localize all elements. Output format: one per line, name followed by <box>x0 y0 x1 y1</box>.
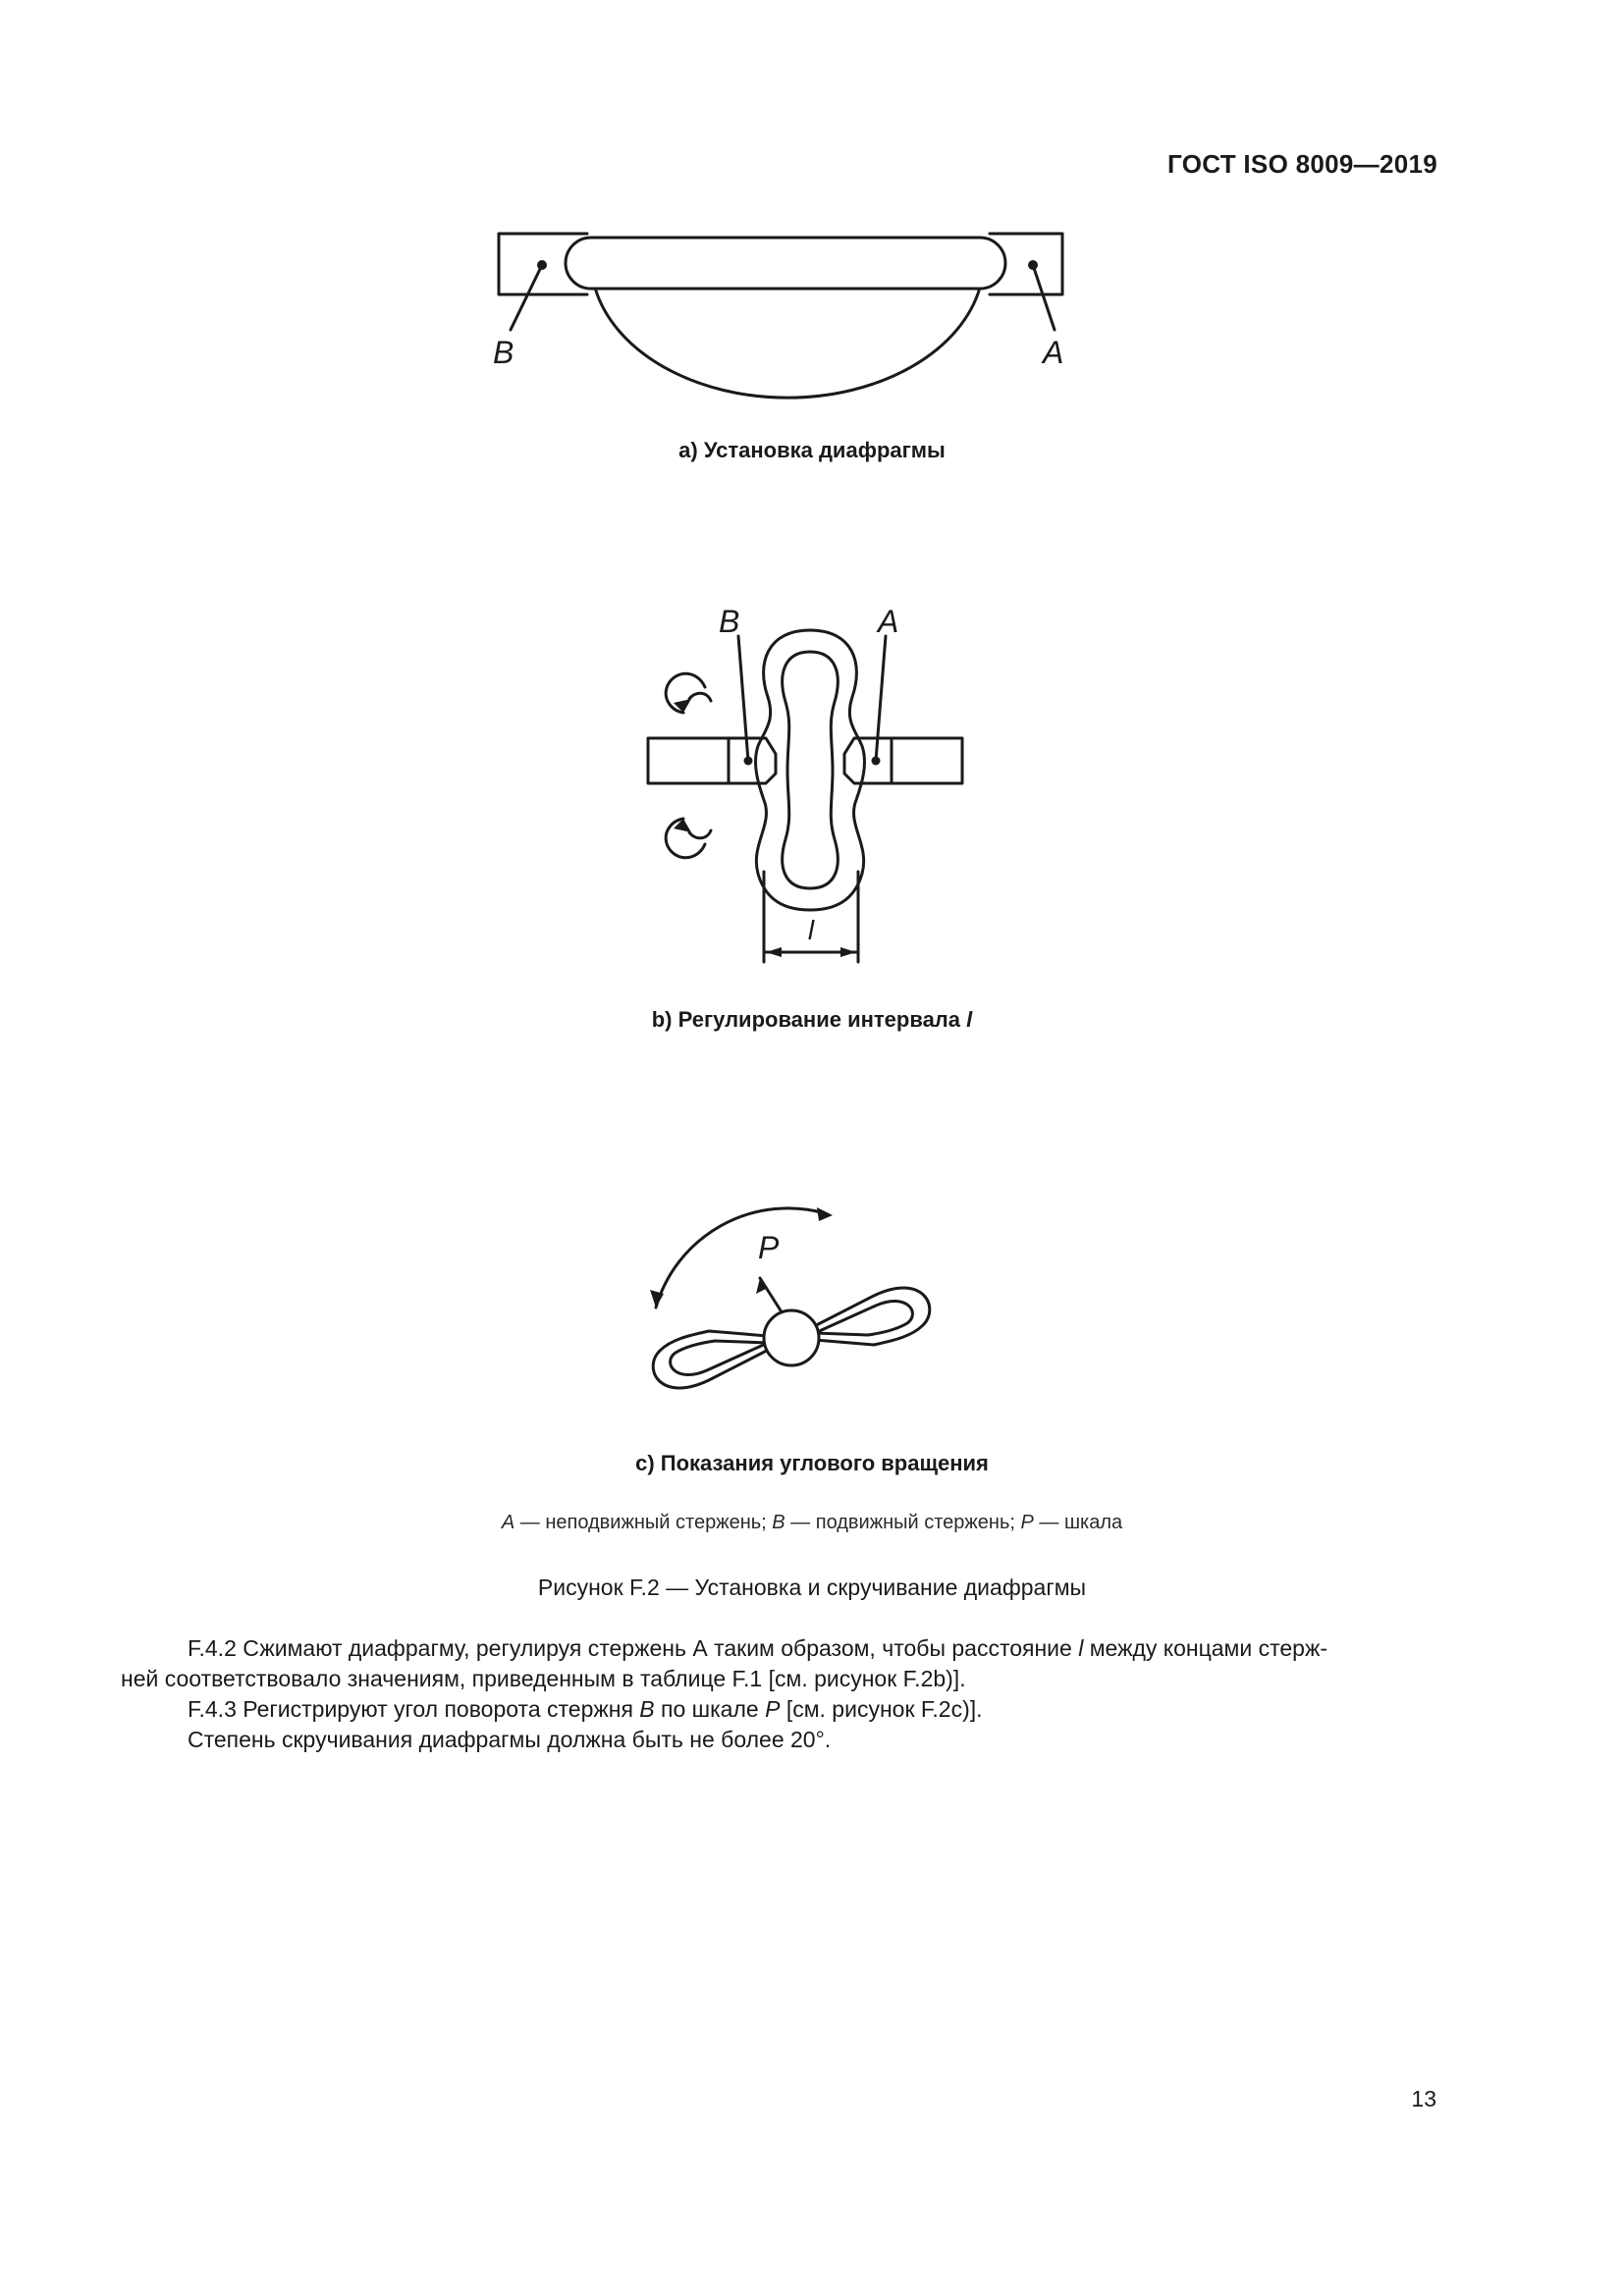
figure-b-interval-adjustment <box>628 609 982 972</box>
paragraph-f42 <box>121 1633 1436 1664</box>
legend-text-b: — подвижный стержень; <box>785 1512 1021 1533</box>
figure-b-caption <box>0 1007 1624 1033</box>
paragraph-text: F.4.3 Регистрируют угол поворота стержня <box>188 1696 640 1722</box>
label-b: B <box>719 609 740 639</box>
paragraph-variable: P <box>765 1696 781 1722</box>
legend-text-a: — неподвижный стержень; <box>514 1512 773 1533</box>
legend-symbol-b: B <box>772 1512 785 1533</box>
dimension-label: l <box>807 915 815 945</box>
legend-symbol-a: A <box>501 1512 515 1533</box>
paragraph-variable: l <box>1078 1635 1084 1661</box>
figure-c-angular-rotation <box>628 1198 952 1443</box>
figure-legend <box>0 1512 1624 1534</box>
paragraph-f43 <box>121 1694 1436 1725</box>
figure-a-diaphragm-mounting <box>481 224 1080 420</box>
paragraph-f42-continuation: ней соответствовало значениям, приведенным в таблице F.1 [см. рисунок F.2b)]. <box>121 1666 966 1691</box>
label-a: A <box>878 609 899 639</box>
paragraph-variable: B <box>639 1696 655 1722</box>
paragraph-twist-limit: Степень скручивания диафрагмы должна быть не более 20°. <box>188 1727 832 1752</box>
caption-text: b) Регулирование интервала <box>651 1007 967 1032</box>
paragraph-text: F.4.2 Сжимают диафрагму, регулируя стержень А таким образом, чтобы расстояние <box>188 1635 1079 1661</box>
caption-variable: l <box>966 1007 973 1032</box>
page-number: 13 <box>1411 2086 1436 2111</box>
legend-text-p: — шкала <box>1033 1512 1123 1533</box>
figure-title: Рисунок F.2 — Установка и скручивание диафрагмы <box>537 1575 1087 1600</box>
label-b: B <box>493 335 514 370</box>
paragraph-text: [см. рисунок F.2c)]. <box>780 1696 983 1722</box>
label-a: A <box>1043 335 1064 370</box>
document-id: ГОСТ ISO 8009—2019 <box>1167 149 1437 179</box>
paragraph-text: по шкале <box>654 1696 766 1722</box>
body-text <box>121 1633 1436 1755</box>
figure-c-caption: с) Показания углового вращения <box>635 1451 989 1475</box>
label-p: P <box>758 1230 780 1265</box>
figure-a-caption: а) Установка диафрагмы <box>678 438 946 462</box>
legend-symbol-p: P <box>1020 1512 1034 1533</box>
paragraph-text: между концами стерж- <box>1083 1635 1327 1661</box>
